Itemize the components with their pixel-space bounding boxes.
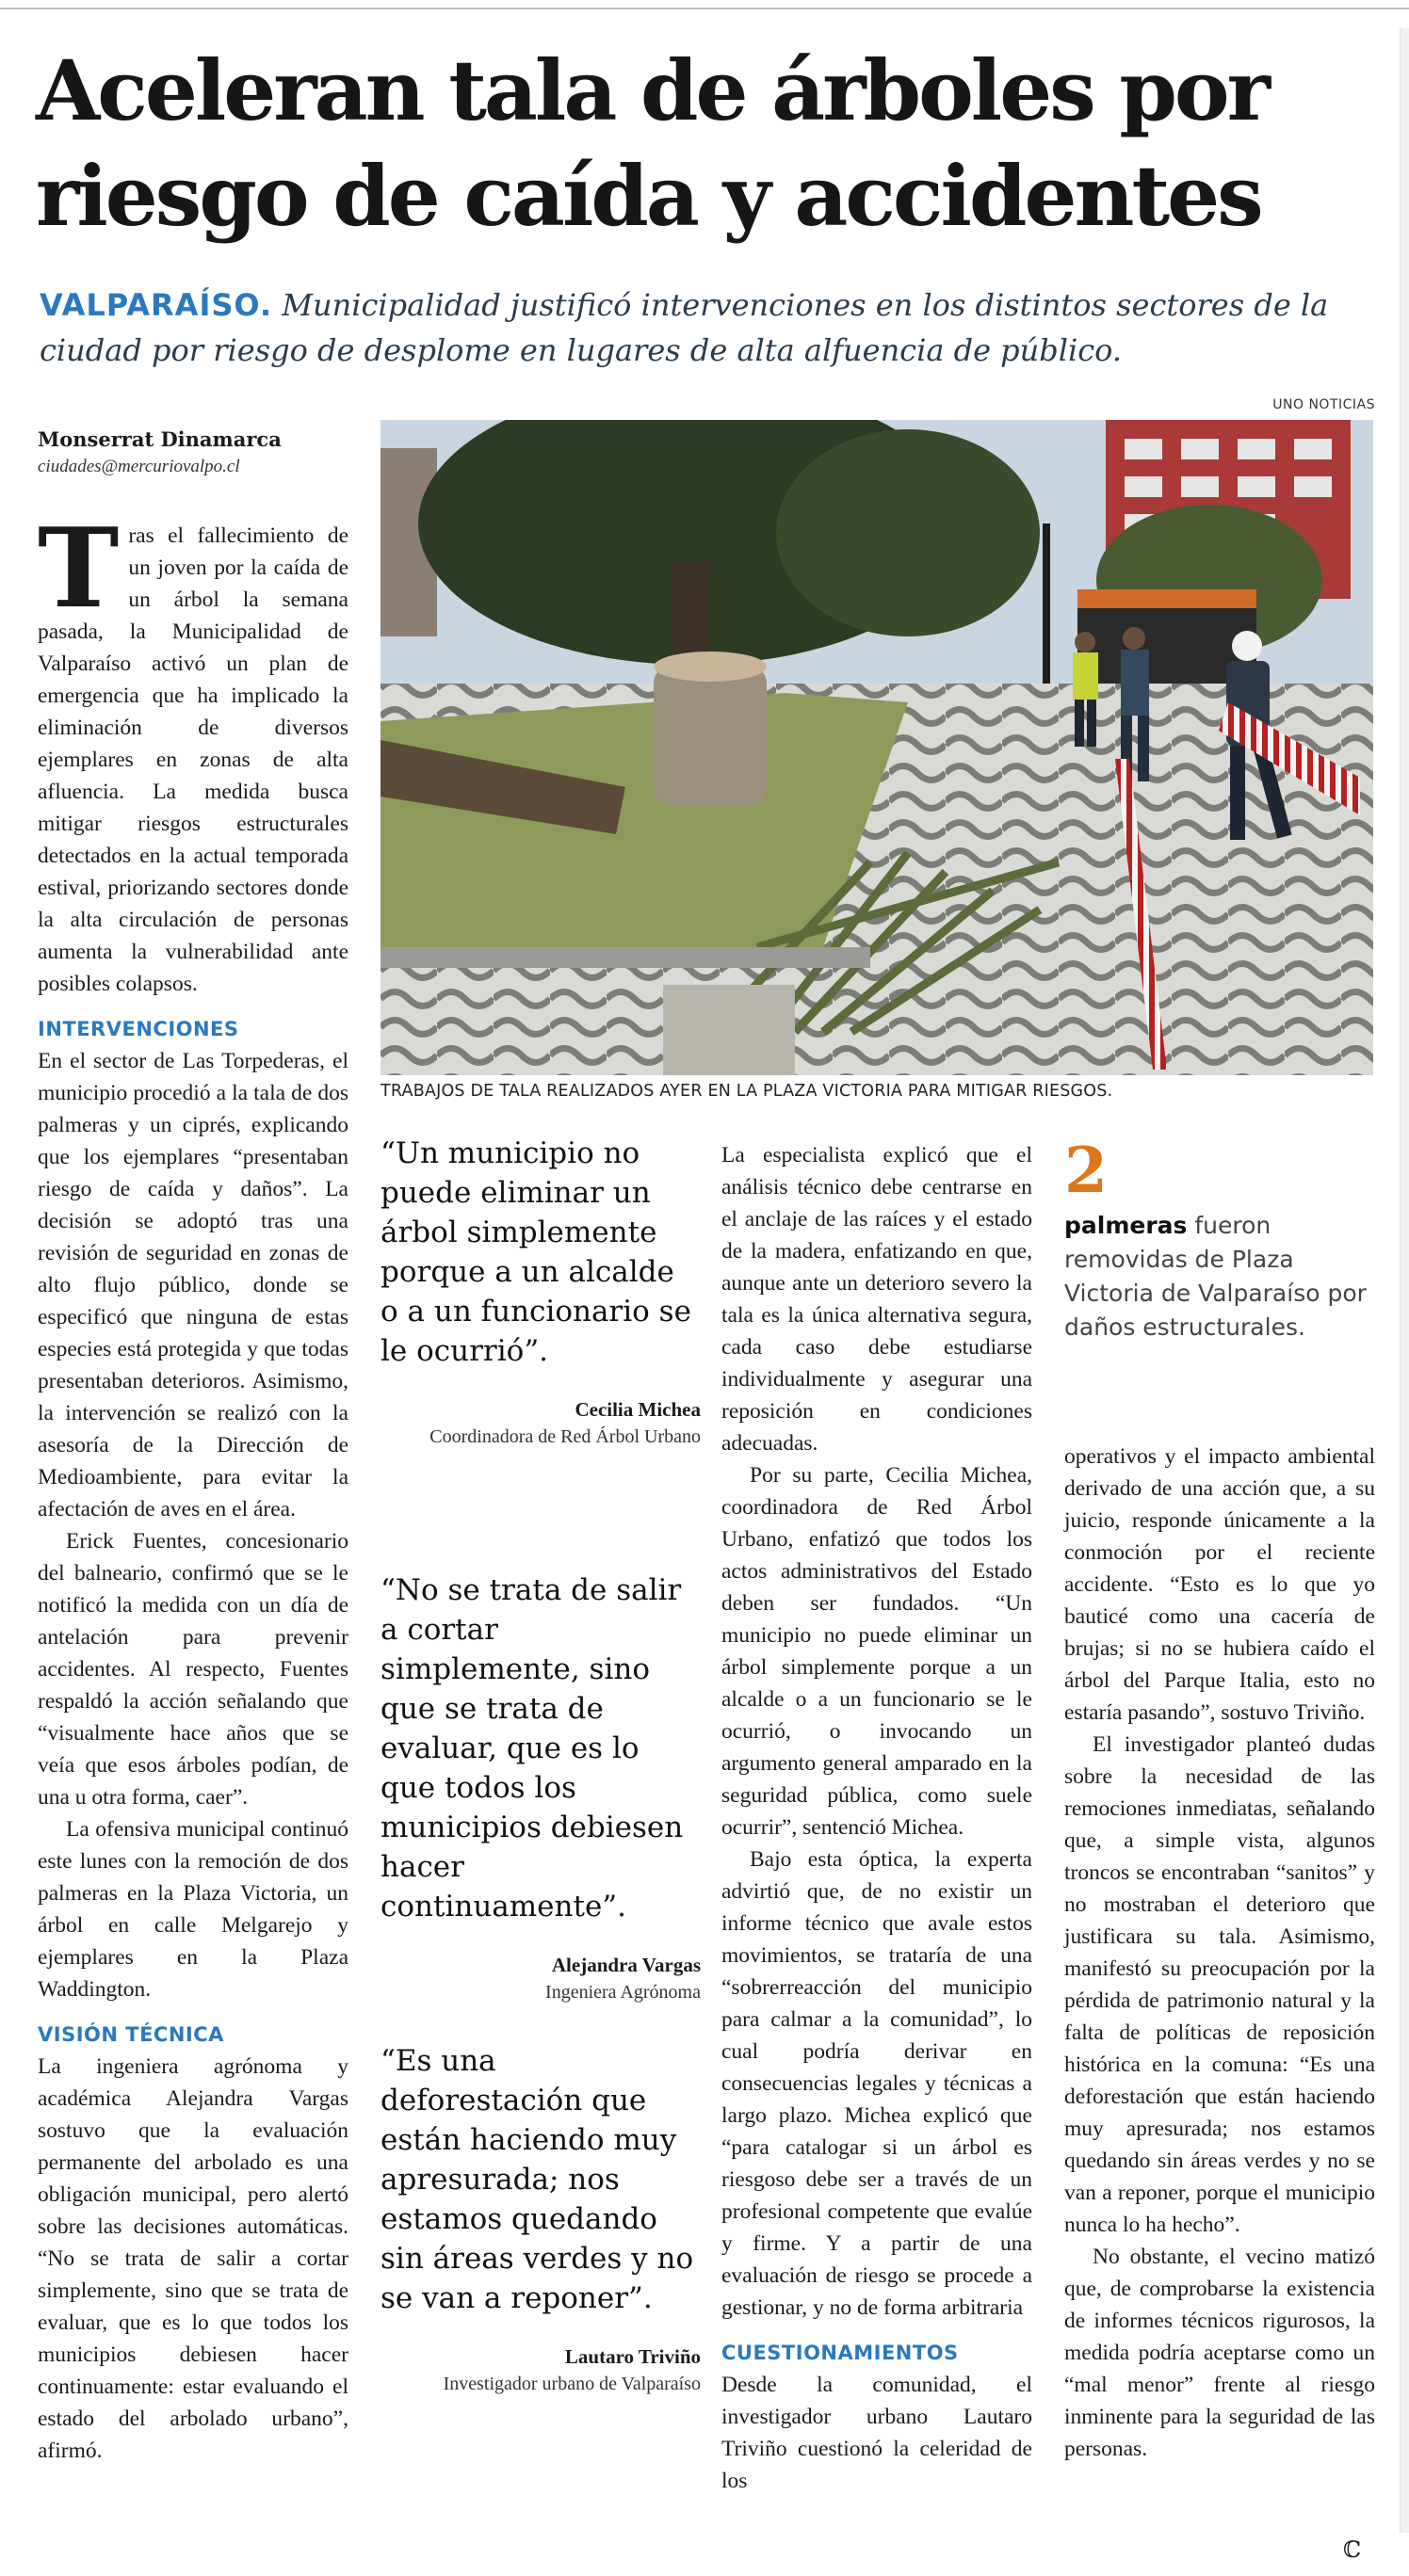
truck-crane bbox=[1077, 589, 1256, 608]
deck-text: Municipalidad justificó intervenciones en los distintos sectores de la ciudad por riesgo de desplome en lugares de alta alfuencia de público. bbox=[40, 287, 1329, 368]
paragraph: No obstante, el vecino matizó que, de comprobarse la existencia de informes técnicos rigurosos, la medida podría aceptarse como un “mal menor” frente al riesgo inminente para la seguridad de las personas. bbox=[1064, 2245, 1375, 2461]
tactile-strip bbox=[663, 985, 795, 1075]
byline bbox=[38, 426, 367, 480]
stat-number: 2 bbox=[1064, 1134, 1108, 1207]
curb bbox=[381, 947, 870, 968]
quote-role: Ingeniera Agrónoma bbox=[545, 1982, 701, 2003]
stat-box bbox=[1064, 1134, 1375, 1344]
subhead-intervenciones: INTERVENCIONES bbox=[38, 1018, 239, 1040]
stump-top bbox=[654, 652, 767, 682]
paragraph: En el sector de Las Torpederas, el municipio procedió a la tala de dos palmeras y un ciprés, explicando que los ejemplares “presentaban riesgo de caída y daños”. La decisión se adoptó tras una revisión de seguridad en zonas de alto flujo público, donde se especificó que ninguna de estas especies está protegida y que todas presentaban deterioros. Asimismo, la intervención se realizó con la asesoría de la Dirección de Medioambiente, para evitar la afectación de aves en el área. bbox=[38, 1049, 348, 1521]
deck-place: VALPARAÍSO. bbox=[40, 287, 273, 323]
quote-author: Lautaro Triviño bbox=[564, 2345, 701, 2368]
pull-quote-3 bbox=[381, 2041, 701, 2397]
quote-text: “Es una deforestación que están haciendo muy apresurada; nos estamos quedando sin áreas verdes y no se van a reponer”. bbox=[381, 2044, 694, 2315]
quote-role: Investigador urbano de Valparaíso bbox=[443, 2374, 701, 2394]
quote-text: “No se trata de salir a cortar simplemente, sino que se trata de evaluar, que es lo que todos los municipios debiesen hacer continuamente”. bbox=[381, 1573, 684, 1924]
paragraph: La ingeniera agrónoma y académica Alejandra Vargas sostuvo que la evaluación permanente del arbolado es una obligación municipal, pero alertó sobre las decisiones automáticas. “No se trata de salir a cortar simplemente, sino que se trata de evaluar, que es lo que todos los municipios debiesen hacer continuamente: estar evaluando el estado del arbolado urbano”, afirmó. bbox=[38, 2054, 348, 2463]
paragraph: Erick Fuentes, concesionario del balneario, confirmó que se le notificó la medida con un día de antelación para prevenir accidentes. Al respecto, Fuentes respaldó la acción señalando que “visualmente hace años que se veía que esos árboles podían, de una u otra forma, caer”. bbox=[38, 1529, 348, 1810]
page-edge-strip bbox=[1400, 28, 1409, 2533]
dropcap: T bbox=[38, 505, 120, 633]
subhead-vision-tecnica: VISIÓN TÉCNICA bbox=[38, 2023, 224, 2046]
author-name: Monserrat Dinamarca bbox=[38, 427, 282, 451]
lead-text: ras el fallecimiento de un joven por la caída de un árbol la semana pasada, la Municipalidad de Valparaíso activó un plan de emergencia que ha implicado la eliminación de diversos ejemplares en zonas de alta afluencia. La medida busca mitigar riesgos estructurales detectados en la actual temporada estival, priorizando sectores donde la alta circulación de personas aumenta la vulnerabilidad ante posibles colapsos. bbox=[38, 523, 348, 996]
photo-caption: TRABAJOS DE TALA REALIZADOS AYER EN LA PLAZA VICTORIA PARA MITIGAR RIESGOS. bbox=[381, 1082, 1113, 1101]
paragraph: La especialista explicó que el análisis técnico debe centrarse en el anclaje de las raíces y el estado de la madera, enfatizando en que, aunque ante un deterioro severo la tala es la única alternativa segura, cada caso debe estudiarse individualmente y asegurar una reposición en condiciones adecuadas. bbox=[721, 1143, 1032, 1456]
quote-author: Cecilia Michea bbox=[575, 1398, 701, 1421]
article-photo bbox=[381, 420, 1373, 1075]
stat-text bbox=[1064, 1209, 1375, 1344]
subhead-cuestionamientos: CUESTIONAMIENTOS bbox=[721, 2342, 959, 2364]
photo-credit: UNO NOTICIAS bbox=[1272, 397, 1375, 412]
author-email: ciudades@mercuriovalpo.cl bbox=[38, 457, 240, 476]
column-3 bbox=[721, 1139, 1032, 2497]
cut-stump bbox=[654, 665, 767, 806]
paragraph: operativos y el impacto ambiental derivado de una acción que, a su juicio, responde únicamente a la conmoción por el reciente accidente. “Esto es lo que yo bauticé como una cacería de brujas; si no se hubiera caído el árbol del Parque Italia, esto no estaría pasando”, sostuvo Triviño. bbox=[1064, 1444, 1375, 1725]
deck bbox=[40, 282, 1377, 373]
quote-author: Alejandra Vargas bbox=[551, 1954, 701, 1976]
quote-text: “Un municipio no puede eliminar un árbol simplemente porque a un alcalde o a un funcionario se le ocurrió”. bbox=[381, 1136, 691, 1368]
column-4 bbox=[1064, 1441, 1375, 2465]
column-1 bbox=[38, 505, 348, 2467]
tree-canopy-2 bbox=[776, 429, 1040, 636]
lead-paragraph bbox=[38, 505, 348, 1000]
stat-bold: palmeras bbox=[1064, 1212, 1188, 1239]
paragraph: Bajo esta óptica, la experta advirtió que, de no existir un informe técnico que avale estos movimientos, se trataría de una “sobrerreacción del municipio para calmar a la comunidad”, lo cual podría derivar en consecuencias legales y técnicas a largo plazo. Michea explicó que “para catalogar si un árbol es riesgoso debe ser a través de un profesional competente que evalúe y firme. Y a partir de una evaluación de riesgo se procede a gestionar, y no de forma arbitraria bbox=[721, 1847, 1032, 2320]
end-mark: ℂ bbox=[1343, 2538, 1362, 2563]
paragraph: La ofensiva municipal continuó este lunes con la remoción de dos palmeras en la Plaza Victoria, un árbol en calle Melgarejo y ejemplares en la Plaza Waddington. bbox=[38, 1817, 348, 2002]
pull-quote-2 bbox=[381, 1570, 701, 2005]
quote-role: Coordinadora de Red Árbol Urbano bbox=[429, 1426, 701, 1447]
stat-description: fueron removidas de Plaza Victoria de Valparaíso por daños estructurales. bbox=[1064, 1212, 1367, 1341]
pull-quote-1 bbox=[381, 1134, 701, 1450]
headline: Aceleran tala de árboles por riesgo de caída y accidentes bbox=[36, 41, 1268, 245]
top-rule bbox=[0, 8, 1409, 9]
paragraph: Desde la comunidad, el investigador urbano Lautaro Triviño cuestionó la celeridad de los bbox=[721, 2373, 1032, 2493]
paragraph: Por su parte, Cecilia Michea, coordinadora de Red Árbol Urbano, enfatizó que todos los actos administrativos del Estado deben ser fundados. “Un municipio no puede eliminar un árbol simplemente porque a un alcalde o a un funcionario se le ocurrió, o invocando un argumento general amparado en la seguridad pública, como suele ocurrir”, sentenció Michea. bbox=[721, 1463, 1032, 1840]
paragraph: El investigador planteó dudas sobre la necesidad de las remociones inmediatas, señalando que, a simple vista, algunos troncos se encontraban “sanitos” y no mostraban el deterioro que justificara su tala. Asimismo, manifestó su preocupación por la pérdida de patrimonio natural y la falta de políticas de reposición histórica en la comuna: “Es una deforestación que están haciendo muy apresurada; nos estamos quedando sin áreas verdes y no se van a reponer, porque el municipio nunca lo ha hecho”. bbox=[1064, 1732, 1375, 2237]
